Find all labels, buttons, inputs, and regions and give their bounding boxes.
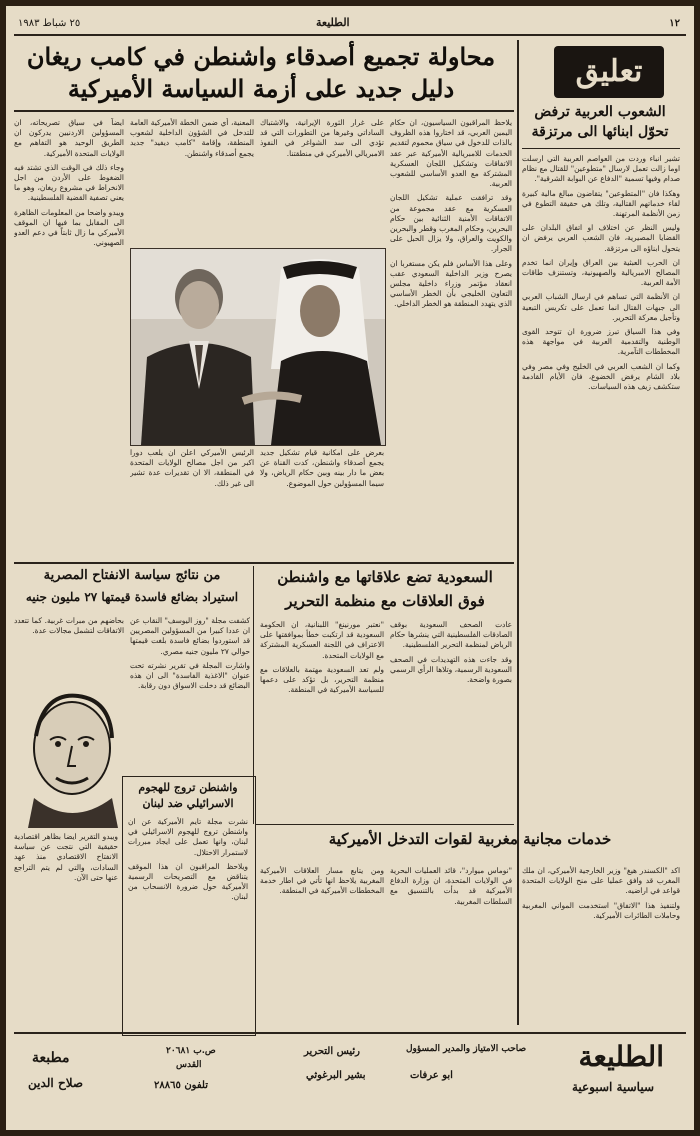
- commentary-body: تشير انباء وردت من العواصم العربية التي ارسلت اوما زالت تعمل لارسال "متطوعين" للقتال مع نظام صدام وفيها تسمية "الدفاع عن البوابة الشرقية". وهكذا فان "المتطوعين" يتقاضون مبالغ مالية كبيرة لقاء خدماتهم القتالية، وتلك هي حقيقة التطوع في زمن الأنظمة المرتهنة. وليس النظر عن اختلاف او اتفاق البلدان على القضايا المصيرية، فان الشعب العربي يرفض ان يتحول ابناؤه الى مرتزقة. ان الحرب العبثية بين العراق وإيران انما تخدم المصالح الامبريالية والصهيونية، وتستنزف طاقات الأمة العربية. ان الأنظمة التي تساهم في ارسال الشباب العربي الى جبهات القتال انما تعمل على تكريس التبعية وتأجيل معركة التحرير. وفي هذا السياق تبرز ضرورة ان تتوحد القوى الوطنية والتقدمية العربية في مواجهة هذه المخططات التآمرية. وكما ان الشعب العربي في الخليج وفي مصر وفي بلاد الشام يرفض الخضوع، فان الأيام القادمة ستكشف زيف هذه السياسات.: [522, 154, 680, 392]
- egypt-story-continued: ويبدو التقرير ايضا بظاهر اقتصادية حقيقية التي نتجت عن سياسة الانفتاح الاقتصادي منذ عهد السادات، والتي لم يتم التراجع عنها حتى الآن.: [14, 832, 118, 882]
- commentary-headline-line1: الشعوب العربية ترفض: [534, 104, 666, 120]
- morocco-story-body-3: ومن يتابع مسار العلاقات الأميركية المغربية يلاحظ انها تأتي في اطار خدمة المخططات الأميركية في المنطقة.: [260, 866, 384, 896]
- egypt-story-headline-1: من نتائج سياسة الانفتاح المصرية: [43, 568, 221, 583]
- main-story-col-3: المعنية، أي ضمن الخطة الأميركية العامة للتدخل في الشؤون الداخلية لشعوب المنطقة، وإقامة "كامب ديفيد" جديد يجمع أصدقاء واشنطن.: [130, 118, 254, 158]
- header-rule: [14, 34, 686, 36]
- morocco-story-body-1: اكد "الكسندر هيغ" وزير الخارجية الأميركي، ان ملك المغرب قد وافق عمليا على منح الولايات المتحدة قواعد في اراضيه. ولتنفيذ هذا "الاتفاق" استخدمت المواني المغربية وحاملات الطائرات الأميركية.: [522, 866, 680, 920]
- lebanon-box-body: نشرت مجلة تايم الأميركية عن ان واشنطن تروج للهجوم الاسرائيلي في لبنان، وانها تعمل على ايجاد مبررات لاستمرار الاحتلال. ويلاحظ المراقبون ان هذا الموقف يتناقض مع التصريحات الرسمية الأميركية حول ضرورة الانسحاب من لبنان.: [128, 817, 248, 902]
- issue-date: ٢٥ شباط ١٩٨٣: [18, 18, 81, 29]
- photo-illustration: [131, 249, 385, 445]
- footer-editor-name: بشير البرغوثي: [306, 1070, 366, 1081]
- footer-paper-tagline: سياسية اسبوعية: [571, 1080, 654, 1094]
- morocco-story-headline: خدمات مجانية مغربية لقوات التدخل الأميركية: [328, 830, 612, 848]
- commentary-rule: [522, 148, 680, 149]
- footer-editor-label: رئيس التحرير: [304, 1046, 360, 1057]
- page-number: ١٢: [669, 18, 680, 29]
- footer-printer-name: صلاح الدين: [28, 1076, 84, 1090]
- photo-caption-continuation-a: بعرض على امكانية قيام تشكيل جديد يجمع أصدقاء واشنطن، كدت القناة عن بعض ما دار بينه وبين حكام الرياض، ولا سيما المسؤولين حول الموضوع.: [260, 448, 384, 488]
- footer-paper-name: الطليعة: [578, 1040, 664, 1073]
- saudi-story-body-1: عادت الصحف السعودية بوقف الصادقات الفلسطينية التي ينشرها حكام الرياض لمنظمة التحرير الفلسطينية. وقد جاءت هذه التهديدات في الصحف السعودية الرسمية، وتلاها الرأي الرسمي بصورة واضحة.: [390, 620, 512, 685]
- lebanon-box: [122, 776, 256, 1036]
- photo-two-officials: [130, 248, 386, 446]
- portrait-sketch: [14, 678, 126, 828]
- newspaper-name-header: الطليعة: [316, 16, 350, 29]
- main-headline-line1: محاولة تجميع أصدقاء واشنطن في كامب ريغان: [26, 42, 496, 71]
- footer-publisher-name: ابو عرفات: [410, 1070, 453, 1081]
- morocco-story-body-2: "نوماس ميوارد"، قائد العمليات البحرية في الولايات المتحدة، ان وزارة الدفاع الأميركية قد بدأت بالتنسيق مع السلطات المغربية.: [390, 866, 512, 906]
- main-story-col-2: على غرار الثورة الإيرانية، والاشتباك الساداتي وغيرها من التطورات التي قد تؤدي الى سد الشواغر في النفوذ الامبريالي الأميركي في منطقتنا.: [260, 118, 384, 158]
- commentary-headline-line2: تحوّل ابنائها الى مرتزقة: [531, 124, 669, 140]
- footer-printer: مطبعة: [32, 1050, 70, 1066]
- photo-caption-continuation-b: الرئيس الأميركي اعلن ان يلعب دورا اكبر من اجل مصالح الولايات المتحدة في المنطقة، الا ان تقديرات عدة تشير الى غير ذلك.: [130, 448, 254, 488]
- footer-rule: [14, 1032, 686, 1034]
- footer-pobox: ص.ب ٢٠٦٨١: [166, 1046, 216, 1056]
- commentary-logo: تعليق: [554, 46, 664, 98]
- mid-rule: [14, 562, 514, 564]
- headline-rule: [14, 110, 514, 112]
- main-headline-line2: دليل جديد على أزمة السياسة الأميركية: [67, 74, 455, 103]
- saudi-story-body-2: "نعتبر مورنينغ" اللبنانية، ان الحكومة السعودية قد ارتكبت خطأ بموافقتها على الاعتراف في اللجنة العسكرية المشتركة مع الولايات المتحدة. ولم تعد السعودية مهتمة بالعلاقات مع منظمة التحرير، بل تؤكد على دعمها للسياسة الأميركية في المنطقة.: [260, 620, 384, 695]
- saudi-story-headline-1: السعودية تضع علاقاتها مع واشنطن: [277, 568, 493, 586]
- newspaper-page: [6, 6, 694, 1130]
- egypt-story-headline-2: استيراد بضائع فاسدة قيمتها ٢٧ مليون جنيه: [25, 590, 239, 604]
- main-story-col-1: يلاحظ المراقبون السياسيون، ان حكام اليمين العربي، قد اختاروا هذه الظروف بالذات للدخول في سياق محموم لتقديم الخدمات للامبريالية الأميركية عبر عقد الاتفاقات وتشكيل اللجان العسكرية المشتركة مع العدو الأساسي للشعوب العربية. وقد ترافقت عملية تشكيل اللجان العسكرية مع عقد مجموعة من الاتفاقات الأمنية الثنائية بين حكام البحرين، وحكام المغرب وقطر والبحرين والكويت والعراق، ولا يزال الحبل على الجرار. وعلى هذا الأساس فلم يكن مستغربا ان يصرح وزير الداخلية السعودي عقب انعقاد مؤتمر وزراء داخلية مجلس التعاون الخليجي بأن الخطر الأساسي الذي يتهدد المنطقة هو الخطر الداخلي.: [390, 118, 512, 309]
- lebanon-box-headline-1: واشنطن تروج للهجوم: [138, 781, 238, 794]
- lower-rule: [256, 824, 514, 825]
- footer-publisher-label: صاحب الامتياز والمدير المسؤول: [406, 1044, 527, 1054]
- footer-phone: تلفون ٢٨٨٦٥: [154, 1080, 209, 1091]
- footer-city: القدس: [176, 1060, 202, 1070]
- lebanon-box-headline-2: الاسرائيلي ضد لبنان: [142, 797, 234, 810]
- egypt-story-body: كشفت مجلة "روز اليوسف" النقاب عن ان عددا كبيرا من المسؤولين المصريين قد استوردوا بضائع فاسدة بلغت قيمتها حوالي ٢٧ مليون جنيه مصري. واشارت المجلة في تقرير نشرته تحت عنوان "الاغذية الفاسدة" الى ان هذه البضائع قد دخلت الاسواق دون رقابة.: [130, 616, 250, 691]
- right-column-divider: [517, 40, 519, 1025]
- main-story-col-4: ايضاً في سياق تصريحاته، ان المسؤولين الاردنيين يدركون ان الطريق الوحيد هو التفاهم مع الولايات المتحدة الأميركية. وجاء ذلك في الوقت الذي تشتد فيه الضغوط على الأردن من اجل الانخراط في مشروع ريغان، وهو ما يعني تصفية القضية الفلسطينية. ويبدو واضحا من المعلومات الظاهرة الى المقابل بما فيها ان الموقف الأميركي ما زال ثابتاً في دعم العدو الصهيوني.: [14, 118, 124, 248]
- egypt-story-body-2: بحاضهم من مبرات غربية. كما تتعدد الاتفاقات لتشمل مجالات عدة.: [14, 616, 124, 636]
- saudi-story-headline-2: فوق العلاقات مع منظمة التحرير: [285, 592, 485, 610]
